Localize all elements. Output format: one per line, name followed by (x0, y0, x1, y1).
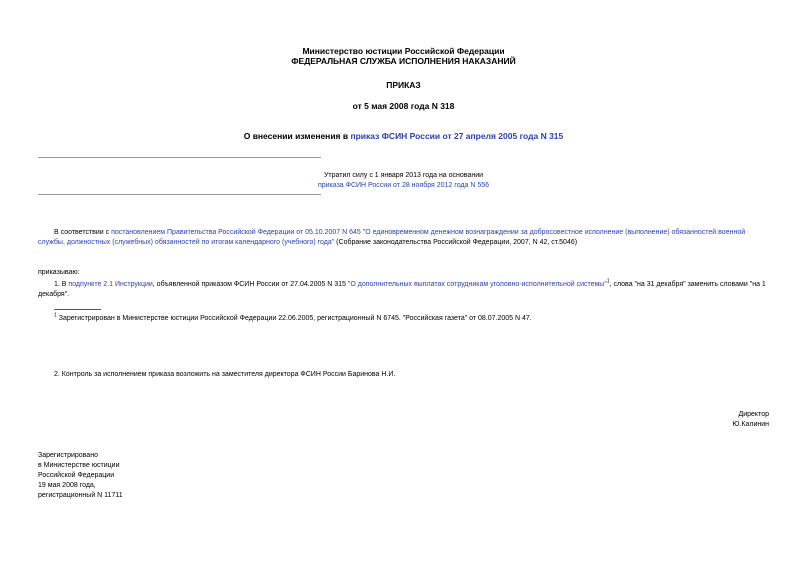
status-note-text: Утратил силу с 1 января 2013 года на основании (323, 172, 484, 179)
item-2-paragraph: 2. Контроль за исполнением приказа возложить на заместителя директора ФСИН России Баринова Н.И. (54, 371, 396, 378)
preamble-link[interactable]: постановлением Правительства Российской Федерации от 05.10.2007 N 645 (111, 229, 361, 236)
preamble-prefix: В соответствии с (54, 229, 112, 236)
registration-line-1: Зарегистрировано (38, 452, 98, 459)
footnote-separator (54, 309, 101, 310)
registration-line-3: Российской Федерации (38, 472, 115, 479)
separator-line (38, 157, 321, 158)
document-title (0, 131, 807, 141)
item-1-link[interactable]: подпункте 2.1 Инструкции (68, 281, 153, 288)
ministry-name: Министерство юстиции Российской Федерации (302, 46, 505, 56)
item-1-paragraph (38, 280, 770, 300)
footnote-marker: 1 (606, 278, 610, 285)
preamble-tail: (Собрание законодательства Российской Федерации, 2007, N 42, ст.5046) (334, 239, 578, 246)
signature-block (732, 410, 769, 430)
registration-line-2: в Министерстве юстиции (38, 462, 120, 469)
status-note (240, 171, 567, 191)
item-1-quoted: "О дополнительных выплатах сотрудникам уголовно-исполнительной системы" (347, 281, 607, 288)
item-1-mid: , объявленной приказом ФСИН России от 27.04.2005 N 315 (152, 281, 348, 288)
document-date-number: от 5 мая 2008 года N 318 (352, 101, 455, 111)
preamble-quoted: "О единовременном денежном вознаграждении за добросовестное исполнение (выполнение) обязанностей военной службы, должностных (служебных) обязанностей по итогам календарного (учебного) года" (38, 229, 746, 246)
signature-position: Директор (738, 411, 769, 418)
registration-block (38, 451, 123, 501)
document-header (0, 46, 807, 66)
footnote-mark: 1 (54, 312, 57, 319)
separator-line (38, 194, 321, 195)
document-type: ПРИКАЗ (386, 80, 421, 90)
footnote-text: Зарегистрирован в Министерстве юстиции Российской Федерации 22.06.2005, регистрационный N 6745. "Российская газета" от 08.07.2005 N 47. (58, 315, 532, 322)
status-note-link[interactable]: приказа ФСИН России от 28 ноября 2012 года N 556 (317, 182, 490, 189)
order-word: приказываю: (38, 269, 80, 276)
footnote (54, 314, 774, 324)
registration-line-4: 19 мая 2008 года, (38, 482, 96, 489)
title-prefix: О внесении изменения в (243, 131, 351, 141)
registration-line-5: регистрационный N 11711 (38, 492, 123, 499)
signature-name: Ю.Калинин (732, 421, 769, 428)
title-link[interactable]: приказ ФСИН России от 27 апреля 2005 года N 315 (350, 131, 564, 141)
service-name: ФЕДЕРАЛЬНАЯ СЛУЖБА ИСПОЛНЕНИЯ НАКАЗАНИЙ (291, 56, 516, 66)
item-1-prefix: 1. В (54, 281, 69, 288)
item-1-tail: , слова "на 31 декабря" заменить словами "на 1 декабря". (38, 281, 766, 298)
preamble-paragraph (38, 228, 770, 248)
